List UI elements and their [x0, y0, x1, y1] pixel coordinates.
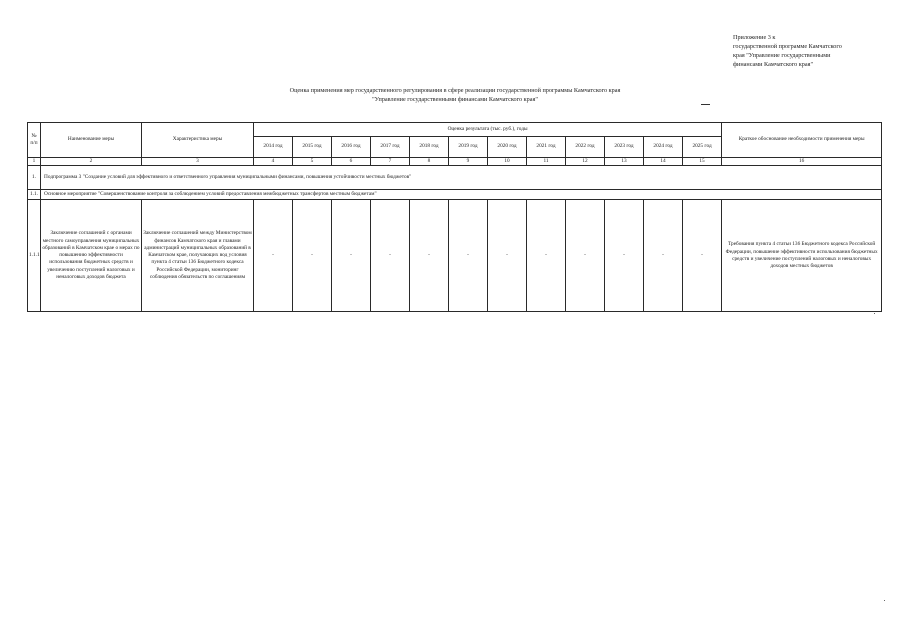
scan-speck — [884, 600, 885, 601]
title-line-2: "Управление государственными финансами Камчатского края" — [372, 96, 538, 103]
estimate-value: - — [449, 200, 488, 312]
header-estimate: Оценка результата (тыс. руб.), годы — [254, 123, 722, 137]
header-year: 2025 год — [683, 137, 722, 158]
title-line-1: Оценка применения мер государственного регулирования в сфере реализации государственной программы Камчатского края — [289, 87, 621, 94]
estimate-value: - — [488, 200, 527, 312]
appendix-line: Приложение 3 к — [733, 34, 776, 41]
appendix-line: государственной программе Камчатского — [733, 43, 842, 50]
column-number: 14 — [644, 158, 683, 166]
appendix-line: края "Управление государственными — [733, 52, 831, 59]
appendix-note — [733, 33, 893, 69]
header-year: 2016 год — [332, 137, 371, 158]
estimate-value: - — [293, 200, 332, 312]
subprogram-title: Подпрограмма 3 "Создание условий для эффективного и ответственного управления муниципальными финансами, повышения устойчивости местных бюджетов" — [41, 166, 882, 190]
activity-title: Основное мероприятие "Совершенствование контроля за соблюдением условий предоставления межбюджетных трансфертов местным бюджетам" — [41, 190, 882, 200]
measures-table — [27, 122, 882, 312]
column-number: 9 — [449, 158, 488, 166]
estimate-value: - — [644, 200, 683, 312]
measure-name: Заключение соглашений с органами местного самоуправления муниципальных образований в Камчатском крае о мерах по повышению эффективности использования бюджетных средств и увеличению поступлений налоговых и неналоговых доходов бюджета — [41, 200, 142, 312]
header-year: 2021 год — [527, 137, 566, 158]
column-number: 10 — [488, 158, 527, 166]
estimate-value: - — [566, 200, 605, 312]
header-year: 2020 год — [488, 137, 527, 158]
column-number: 7 — [371, 158, 410, 166]
estimate-value: - — [371, 200, 410, 312]
column-number: 1 — [28, 158, 41, 166]
header-year: 2019 год — [449, 137, 488, 158]
column-number: 15 — [683, 158, 722, 166]
scan-speck — [874, 313, 875, 314]
subprogram-num: 1. — [28, 166, 41, 190]
column-number: 13 — [605, 158, 644, 166]
estimate-value: - — [332, 200, 371, 312]
column-number: 8 — [410, 158, 449, 166]
column-number: 12 — [566, 158, 605, 166]
appendix-line: финансами Камчатского края" — [733, 61, 813, 68]
estimate-value: - — [254, 200, 293, 312]
column-number: 16 — [722, 158, 882, 166]
header-characteristic: Характеристика меры — [142, 123, 254, 158]
column-number: 2 — [41, 158, 142, 166]
column-number: 3 — [142, 158, 254, 166]
estimate-value: - — [410, 200, 449, 312]
measure-characteristic: Заключение соглашений между Министерством финансов Камчатского края и главами администраций муниципальных образований в Камчатском крае, получающих вод условия пункта 4 статьи 136 Бюджетного кодекса Российской Федерации, мониторинг соблюдения обязательств по соглашениям — [142, 200, 254, 312]
header-year: 2017 год — [371, 137, 410, 158]
measure-justification: Требования пункта 4 статьи 136 Бюджетного кодекса Российской Федерации, повышение эффективности использования бюджетных средств и увеличение поступлений налоговых и неналоговых доходов местных бюджетов — [722, 200, 882, 312]
column-number: 6 — [332, 158, 371, 166]
document-title — [160, 86, 750, 104]
estimate-value: - — [605, 200, 644, 312]
header-name: Наименование меры — [41, 123, 142, 158]
header-year: 2022 год — [566, 137, 605, 158]
header-num: № п/п — [28, 123, 41, 158]
activity-num: 1.1. — [28, 190, 41, 200]
column-number: 11 — [527, 158, 566, 166]
header-justification: Краткое обоснование необходимости применения меры — [722, 123, 882, 158]
column-number: 4 — [254, 158, 293, 166]
row-num: 1.1.1 — [28, 200, 41, 312]
scan-mark — [701, 104, 710, 105]
estimate-value: - — [683, 200, 722, 312]
estimate-value: - — [527, 200, 566, 312]
header-year: 2024 год — [644, 137, 683, 158]
header-year: 2015 год — [293, 137, 332, 158]
column-number: 5 — [293, 158, 332, 166]
header-year: 2023 год — [605, 137, 644, 158]
header-year: 2014 год — [254, 137, 293, 158]
header-year: 2018 год — [410, 137, 449, 158]
